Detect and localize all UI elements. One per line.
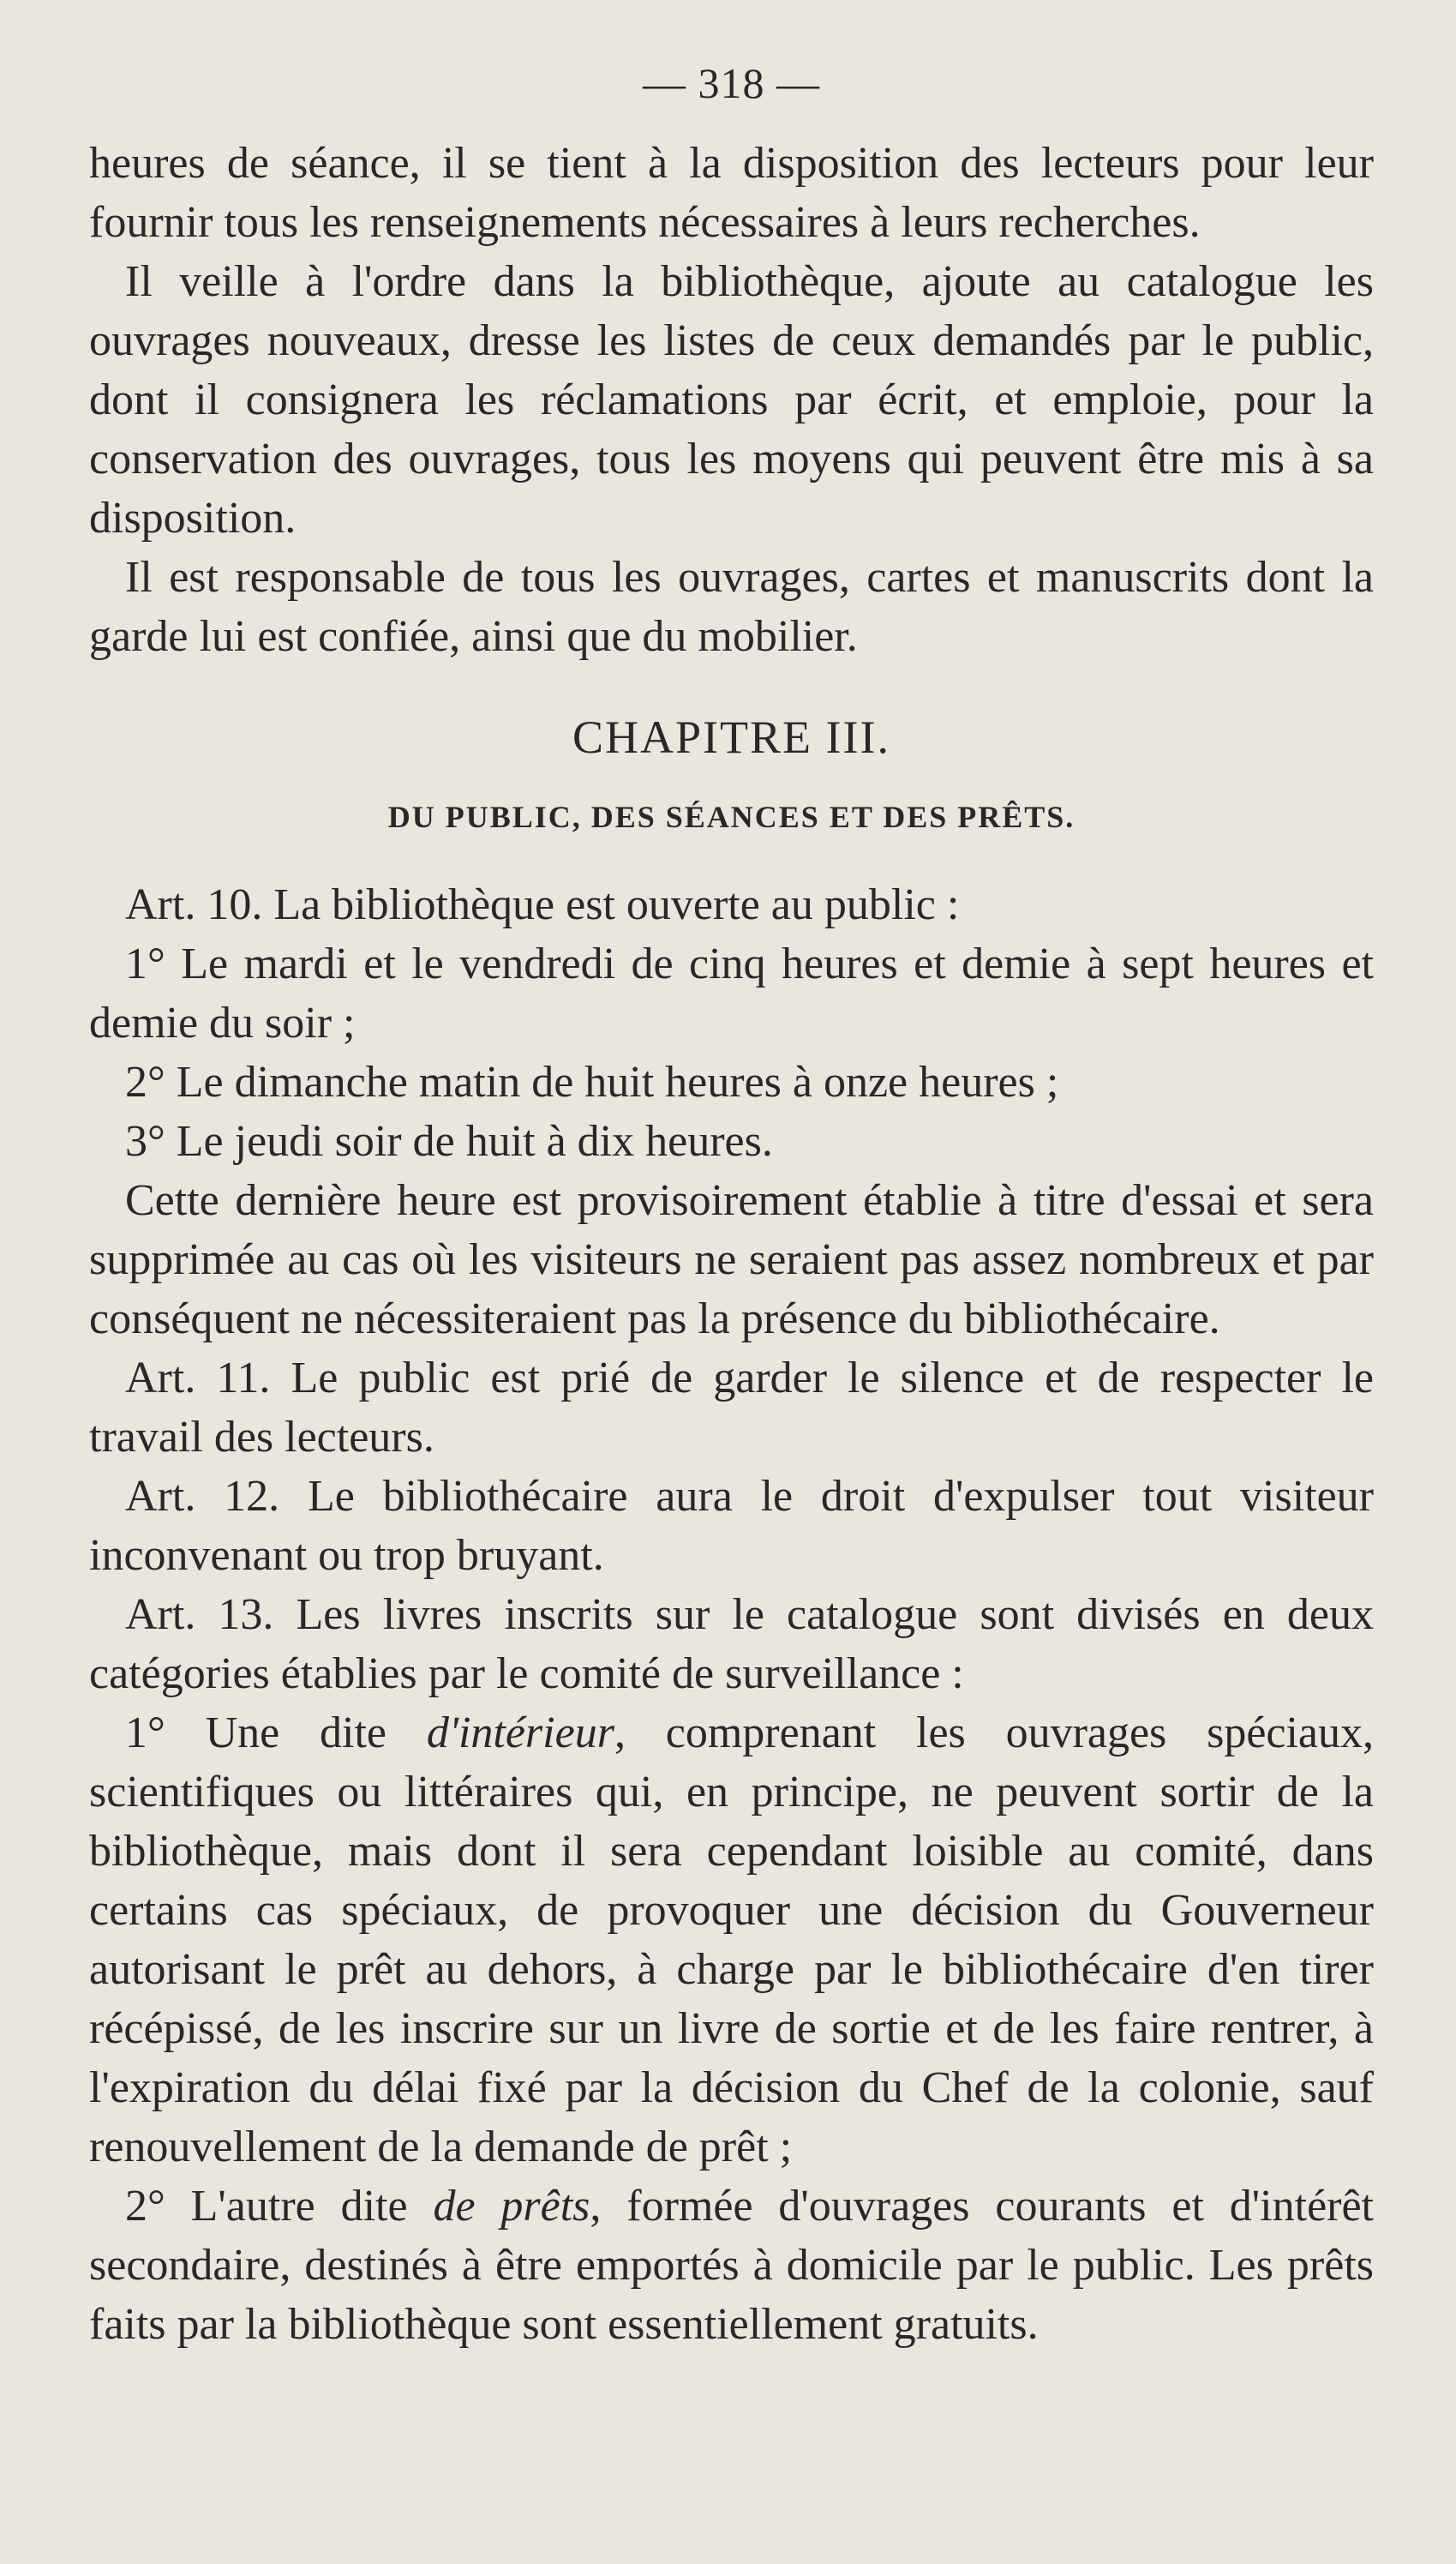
art10-item-1: 1° Le mardi et le vendredi de cinq heures et demie à sept heures et demie du soir ; [89,940,1374,1048]
art13-item-2-pre: 2° L'autre dite [125,2182,434,2231]
art11-paragraph: Art. 11. Le public est prié de garder le silence et de respecter le travail des lecteurs. [89,1354,1374,1462]
art13-item-1 [89,1703,1374,2177]
art10-item-2: 2° Le dimanche matin de huit heures à onze heures ; [125,1058,1059,1107]
art13-intro: Art. 13. Les livres inscrits sur le catalogue sont divisés en deux catégories établies par le comité de surveillance : [89,1590,1374,1698]
art12-paragraph: Art. 12. Le bibliothécaire aura le droit d'expulser tout visiteur inconvenant ou trop bruyant. [89,1472,1374,1580]
art13-item-2-em: de prêts [433,2182,590,2231]
page-number: — 318 — [643,59,820,107]
paragraph-seance: heures de séance, il se tient à la disposition des lecteurs pour leur fournir tous les renseignements nécessaires à leurs recherches. [89,139,1374,247]
chapter-title: CHAPITRE III. [572,712,890,763]
art13-item-2-post: , formée d'ouvrages courants et d'intérêt secondaire, destinés à être emportés à domicile par le public. Les prêts faits par la bibliothèque sont essentiellement gratuits. [89,2182,1374,2349]
paragraph-ordre: Il veille à l'ordre dans la bibliothèque, ajoute au catalogue les ouvrages nouveaux, dresse les listes de ceux demandés par le public, dont il consignera les réclamations par écrit, et emploie, pour la conservation des ouvrages, tous les moyens qui peuvent être mis à sa disposition. [89,257,1374,543]
art13-item-1-post: , comprenant les ouvrages spéciaux, scientifiques ou littéraires qui, en principe, ne peuvent sortir de la bibliothèque, mais dont il sera cependant loisible au comité, dans certains cas spéciaux, de provoquer une décision du Gouverneur autorisant le prêt au dehors, à charge par le bibliothécaire d'en tirer récépissé, de les inscrire sur un livre de sortie et de les faire rentrer, à l'expiration du délai fixé par la décision du Chef de la colonie, sauf renouvellement de la demande de prêt ; [89,1708,1375,2171]
art10-item-3: 3° Le jeudi soir de huit à dix heures. [125,1117,773,1166]
art13-item-2 [89,2177,1374,2354]
art10-intro: Art. 10. La bibliothèque est ouverte au public : [125,880,960,929]
art10-note: Cette dernière heure est provisoirement établie à titre d'essai et sera supprimée au cas où les visiteurs ne seraient pas assez nombreux et par conséquent ne nécessiteraient pas la présence du bibliothécaire. [89,1176,1374,1343]
art13-item-1-pre: 1° Une dite [125,1708,427,1757]
chapter-subtitle: DU PUBLIC, DES SÉANCES ET DES PRÊTS. [387,800,1076,834]
paragraph-responsable: Il est responsable de tous les ouvrages, cartes et manuscrits dont la garde lui est confiée, ainsi que du mobilier. [89,553,1374,661]
art13-item-1-em: d'intérieur [426,1708,614,1757]
